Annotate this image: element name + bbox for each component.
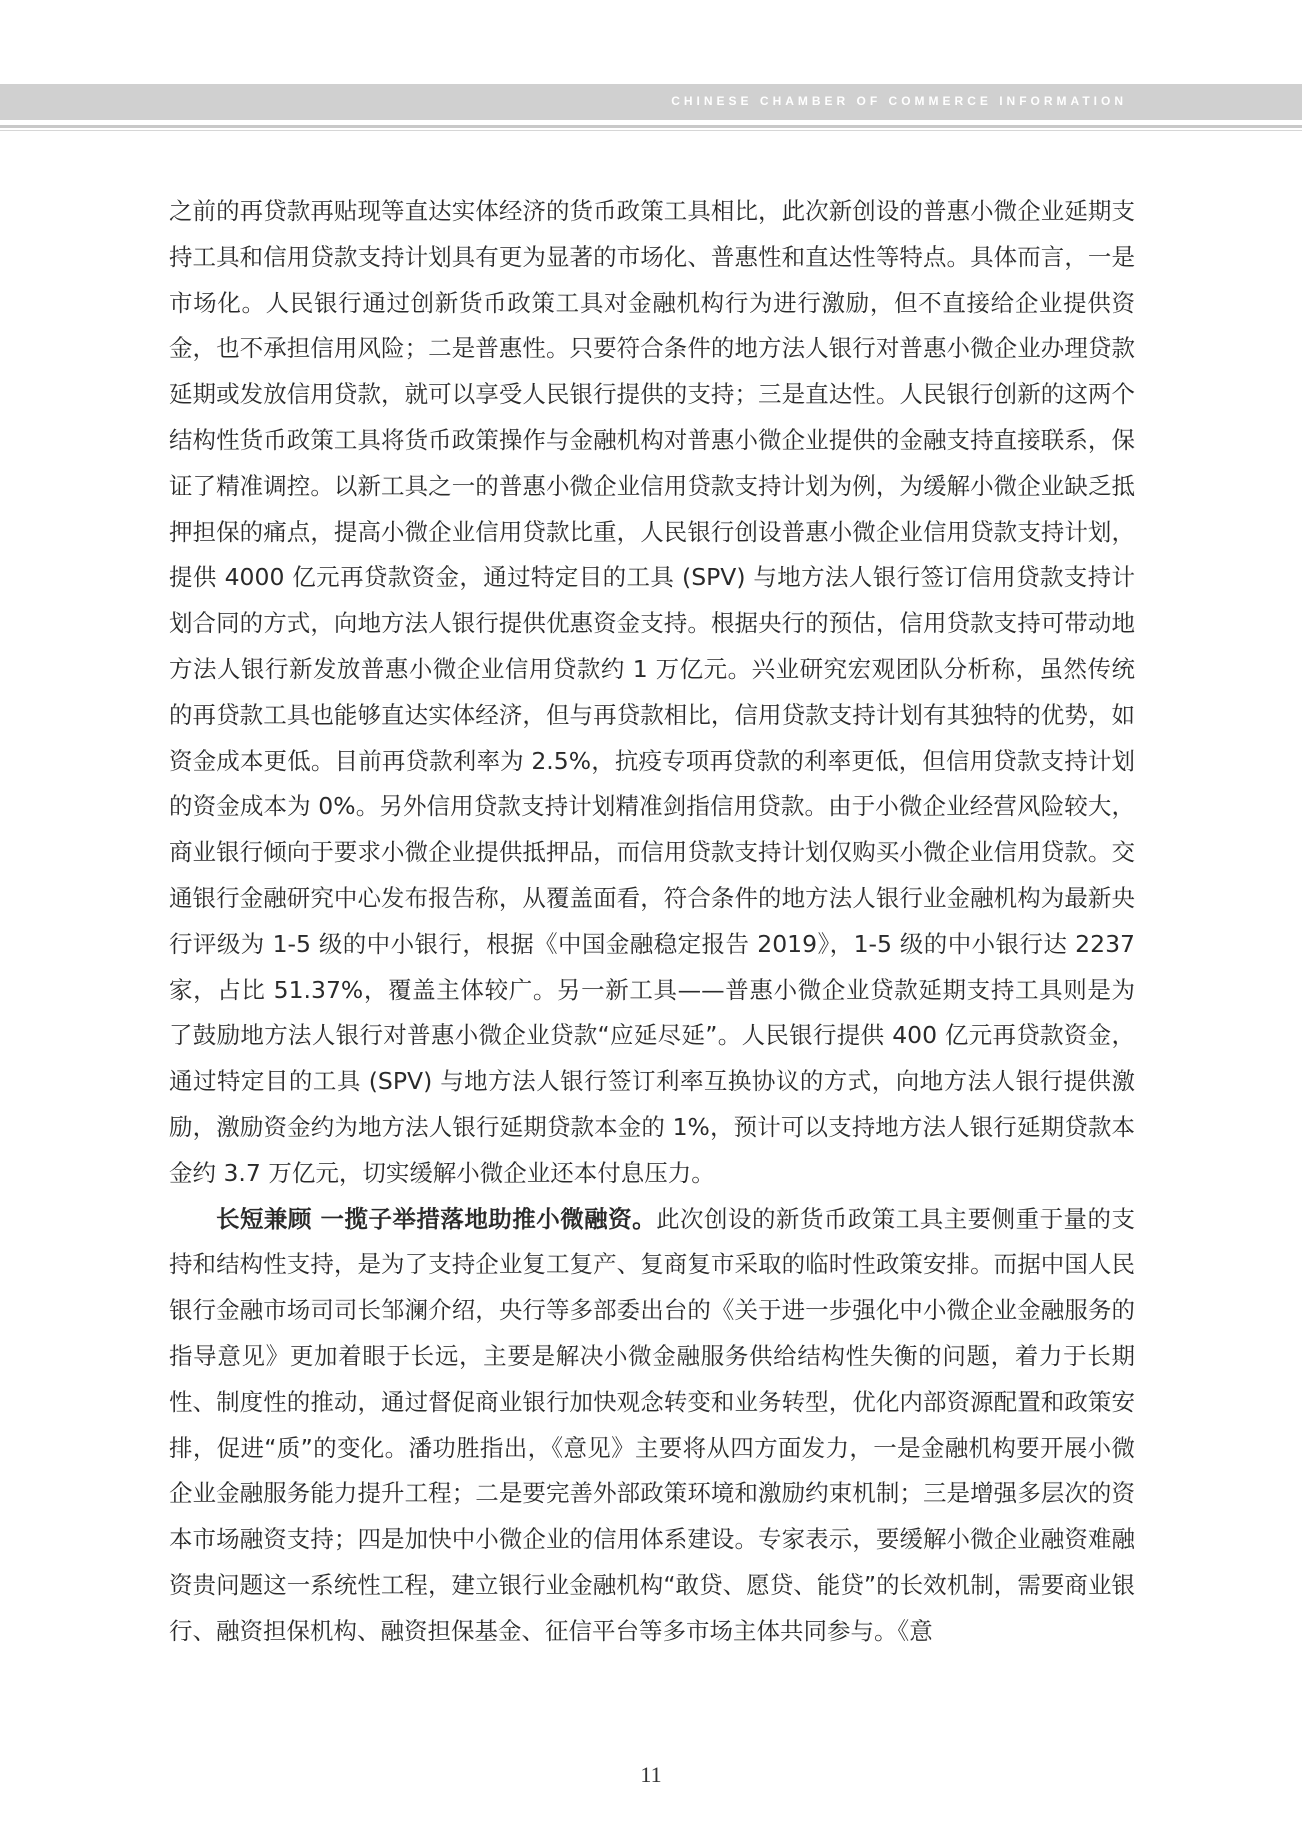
header-divider — [0, 125, 1302, 128]
body-paragraph — [169, 1197, 1135, 1655]
header-band — [0, 84, 1302, 120]
running-header-title: CHINESE CHAMBER OF COMMERCE INFORMATION — [671, 94, 1127, 108]
paragraph-lead-heading: 长短兼顾 一揽子举措落地助推小微融资。 — [216, 1204, 657, 1233]
paragraph-text: 此次创设的新货币政策工具主要侧重于量的支持和结构性支持，是为了支持企业复工复产、复商复市采取的临时性政策安排。而据中国人民银行金融市场司司长邹澜介绍，央行等多部委出台的《关于进一步强化中小微企业金融服务的指导意见》更加着眼于长远，主要是解决小微金融服务供给结构性失衡的问题，着力于长期性、制度性的推动，通过督促商业银行加快观念转变和业务转型，优化内部资源配置和政策安排，促进“质”的变化。潘功胜指出，《意见》主要将从四方面发力，一是金融机构要开展小微企业金融服务能力提升工程；二是要完善外部政策环境和激励约束机制；三是增强多层次的资本市场融资支持；四是加快中小微企业的信用体系建设。专家表示，要缓解小微企业融资难融资贵问题这一系统性工程，建立银行业金融机构“敢贷、愿贷、能贷”的长效机制，需要商业银行、融资担保机构、融资担保基金、征信平台等多市场主体共同参与。《意 — [169, 1204, 1135, 1645]
body-paragraph: 之前的再贷款再贴现等直达实体经济的货币政策工具相比，此次新创设的普惠小微企业延期支持工具和信用贷款支持计划具有更为显著的市场化、普惠性和直达性等特点。具体而言，一是市场化。人民银行通过创新货币政策工具对金融机构行为进行激励，但不直接给企业提供资金，也不承担信用风险；二是普惠性。只要符合条件的地方法人银行对普惠小微企业办理贷款延期或发放信用贷款，就可以享受人民银行提供的支持；三是直达性。人民银行创新的这两个结构性货币政策工具将货币政策操作与金融机构对普惠小微企业提供的金融支持直接联系，保证了精准调控。以新工具之一的普惠小微企业信用贷款支持计划为例，为缓解小微企业缺乏抵押担保的痛点，提高小微企业信用贷款比重，人民银行创设普惠小微企业信用贷款支持计划，提供 4000 亿元再贷款资金，通过特定目的工具 (SPV) 与地方法人银行签订信用贷款支持计划合同的方式，向地方法人银行提供优惠资金支持。根据央行的预估，信用贷款支持可带动地方法人银行新发放普惠小微企业信用贷款约 1 万亿元。兴业研究宏观团队分析称，虽然传统的再贷款工具也能够直达实体经济，但与再贷款相比，信用贷款支持计划有其独特的优势，如资金成本更低。目前再贷款利率为 2.5%，抗疫专项再贷款的利率更低，但信用贷款支持计划的资金成本为 0%。另外信用贷款支持计划精准剑指信用贷款。由于小微企业经营风险较大，商业银行倾向于要求小微企业提供抵押品，而信用贷款支持计划仅购买小微企业信用贷款。交通银行金融研究中心发布报告称，从覆盖面看，符合条件的地方法人银行业金融机构为最新央行评级为 1-5 级的中小银行，根据《中国金融稳定报告 2019》，1-5 级的中小银行达 2237 家，占比 51.37%，覆盖主体较广。另一新工具——普惠小微企业贷款延期支持工具则是为了鼓励地方法人银行对普惠小微企业贷款“应延尽延”。人民银行提供 400 亿元再贷款资金，通过特定目的工具 (SPV) 与地方法人银行签订利率互换协议的方式，向地方法人银行提供激励，激励资金约为地方法人银行延期贷款本金的 1%，预计可以支持地方法人银行延期贷款本金约 3.7 万亿元，切实缓解小微企业还本付息压力。 — [169, 197, 1135, 1187]
page-number: 11 — [640, 1762, 662, 1787]
header-divider-thin — [0, 130, 1302, 131]
article-body — [169, 189, 1135, 1655]
